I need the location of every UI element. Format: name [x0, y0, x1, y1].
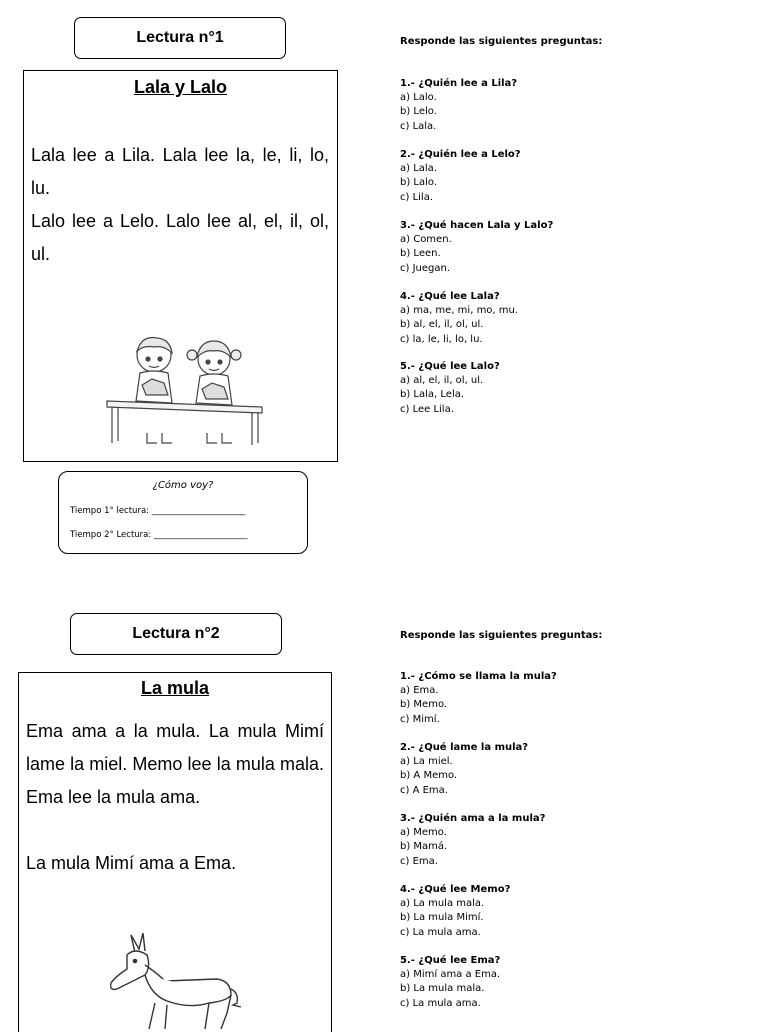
progress-time1-field[interactable]: Tiempo 1° lectura: ______________________ — [70, 506, 246, 516]
question-text: 3.- ¿Quién ama a la mula? — [400, 813, 546, 824]
option-b[interactable]: b) Memo. — [400, 699, 448, 711]
question-text: 4.- ¿Qué lee Lala? — [400, 291, 500, 302]
lectura2-paragraph: La mula Mimí ama a Ema. — [26, 853, 237, 873]
quiz-question — [400, 670, 557, 727]
option-c[interactable]: c) La mula ama. — [400, 997, 481, 1009]
lectura1-paragraph: Lalo lee a Lelo. Lalo lee al, el, il, ol, ul. — [31, 211, 329, 264]
lectura1-title: Lala y Lalo — [133, 77, 228, 97]
lectura2-header — [70, 613, 282, 655]
question-text: 1.- ¿Quién lee a Lila? — [400, 78, 518, 89]
option-c[interactable]: c) Lala. — [400, 120, 437, 132]
quiz-question — [400, 148, 521, 205]
lectura2-text — [26, 715, 324, 880]
lectura1-story-box — [23, 70, 338, 462]
option-c[interactable]: c) Juegan. — [400, 262, 451, 274]
option-c[interactable]: c) La mula ama. — [400, 926, 481, 938]
option-b[interactable]: b) La mula Mimí. — [400, 912, 484, 924]
question-text: 5.- ¿Qué lee Ema? — [400, 955, 501, 966]
option-c[interactable]: c) Lee Lila. — [400, 403, 454, 415]
quiz-question — [400, 219, 553, 276]
option-b[interactable]: b) A Memo. — [400, 770, 458, 782]
lectura1-text — [31, 139, 329, 271]
progress-time2-field[interactable]: Tiempo 2° Lectura: ______________________ — [70, 530, 248, 540]
quiz-question — [400, 290, 518, 347]
question-text: 2.- ¿Qué lame la mula? — [400, 742, 529, 753]
question-text: 4.- ¿Qué lee Memo? — [400, 884, 511, 895]
quiz-header: Responde las siguientes preguntas: — [400, 630, 603, 641]
option-a[interactable]: a) Mimí ama a Ema. — [400, 969, 501, 981]
option-b[interactable]: b) Lelo. — [400, 106, 437, 118]
lectura2-paragraph: Ema ama a la mula. La mula Mimí lame la miel. Memo lee la mula mala. Ema lee la mula ama. — [26, 721, 324, 807]
option-b[interactable]: b) Lala, Lela. — [400, 389, 465, 401]
option-b[interactable]: b) Leen. — [400, 248, 441, 260]
lectura2-story-box — [18, 672, 332, 1032]
option-c[interactable]: c) A Ema. — [400, 784, 448, 796]
option-a[interactable]: a) al, el, il, ol, ul. — [400, 375, 484, 387]
option-a[interactable]: a) Ema. — [400, 685, 439, 697]
quiz-question — [400, 883, 510, 940]
quiz-question — [400, 77, 517, 134]
donkey-icon — [105, 933, 245, 1033]
progress-title: ¿Cómo voy? — [152, 480, 214, 491]
lectura1-header-text: Lectura n°1 — [136, 29, 224, 46]
option-a[interactable]: a) La miel. — [400, 756, 453, 768]
option-c[interactable]: c) Lila. — [400, 191, 434, 203]
quiz-question — [400, 360, 500, 417]
option-a[interactable]: a) Lalo. — [400, 92, 437, 104]
option-a[interactable]: a) La mula mala. — [400, 898, 485, 910]
option-b[interactable]: b) La mula mala. — [400, 983, 485, 995]
option-c[interactable]: c) Ema. — [400, 855, 438, 867]
question-text: 5.- ¿Qué lee Lalo? — [400, 361, 500, 372]
lectura2-title: La mula — [140, 678, 210, 698]
quiz-header: Responde las siguientes preguntas: — [400, 36, 603, 47]
option-a[interactable]: a) ma, me, mi, mo, mu. — [400, 305, 519, 317]
lectura1-progress-box — [58, 471, 308, 554]
question-text: 3.- ¿Qué hacen Lala y Lalo? — [400, 220, 554, 231]
quiz-question — [400, 954, 500, 1011]
option-b[interactable]: b) Mamá. — [400, 841, 448, 853]
children-reading-icon — [102, 333, 267, 448]
option-c[interactable]: c) Mimí. — [400, 713, 440, 725]
option-b[interactable]: b) al, el, il, ol, ul. — [400, 319, 484, 331]
option-a[interactable]: a) Comen. — [400, 234, 452, 246]
option-a[interactable]: a) Lala. — [400, 163, 437, 175]
lectura1-paragraph: Lala lee a Lila. Lala lee la, le, li, lo, lu. — [31, 145, 329, 198]
option-b[interactable]: b) Lalo. — [400, 177, 438, 189]
quiz-question — [400, 812, 545, 869]
lectura1-header — [74, 17, 286, 59]
quiz-question — [400, 741, 528, 798]
option-a[interactable]: a) Memo. — [400, 827, 447, 839]
question-text: 1.- ¿Cómo se llama la mula? — [400, 671, 557, 682]
lectura2-header-text: Lectura n°2 — [132, 625, 220, 642]
question-text: 2.- ¿Quién lee a Lelo? — [400, 149, 521, 160]
option-c[interactable]: c) la, le, li, lo, lu. — [400, 333, 483, 345]
